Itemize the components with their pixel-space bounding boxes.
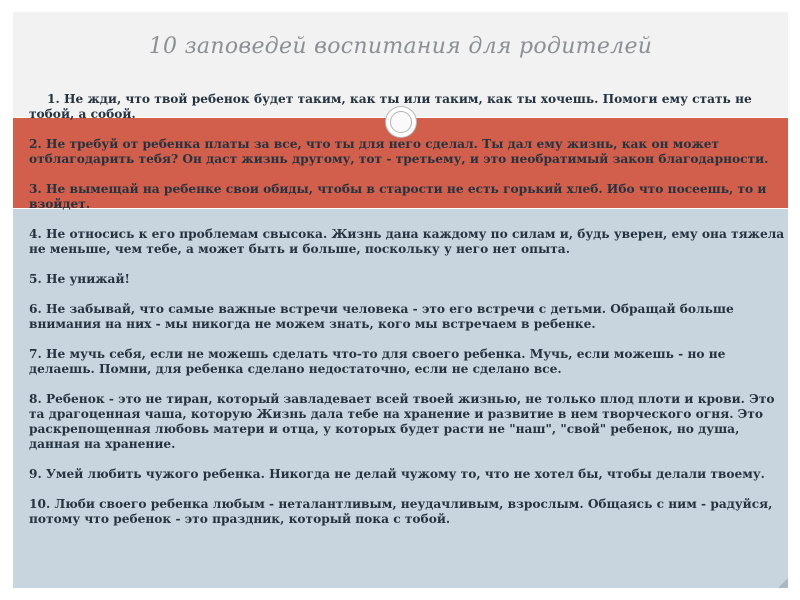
- slide-title: 10 заповедей воспитания для родителей: [148, 34, 653, 59]
- commandment-6: 6. Не забывай, что самые важные встречи человека - это его встречи с детьми. Обращай больше внимания на них - мы никогда не можем знать, кого мы встречаем в ребенке.: [29, 302, 734, 331]
- slide-corner-decoration: [778, 578, 788, 588]
- commandment-8: 8. Ребенок - это не тиран, который завладевает всей твоей жизнью, не только плод плоти и крови. Это та драгоценная чаша, которую Жизнь дала тебе на хранение и развитие в нем творческого огня. Это раскрепощенная любовь матери и отца, у которых будет расти не "наш", "свой" ребенок, но душа, данная на хранение.: [29, 392, 775, 451]
- commandment-9: 9. Умей любить чужого ребенка. Никогда не делай чужому то, что не хотел бы, чтобы делали твоему.: [29, 467, 765, 481]
- commandment-10: 10. Люби своего ребенка любым - неталантливым, неудачливым, взрослым. Общаясь с ним - радуйся, потому что ребенок - это праздник, который пока с тобой.: [29, 497, 773, 526]
- commandment-1: 1. Не жди, что твой ребенок будет таким, как ты или таким, как ты хочешь. Помоги ему стать не тобой, а собой.: [29, 92, 752, 121]
- commandment-4: 4. Не относись к его проблемам свысока. Жизнь дана каждому по силам и, будь уверен, ему она тяжела не меньше, чем тебе, а может быть и больше, поскольку у него нет опыта.: [29, 227, 785, 256]
- commandment-7: 7. Не мучь себя, если не можешь сделать что-то для своего ребенка. Мучь, если можешь - но не делаешь. Помни, для ребенка сделано недостаточно, если не сделано все.: [29, 347, 726, 376]
- commandment-5: 5. Не унижай!: [29, 272, 130, 286]
- commandments-list: [29, 92, 786, 542]
- commandment-2: 2. Не требуй от ребенка платы за все, что ты для него сделал. Ты дал ему жизнь, как он может отблагодарить тебя? Он даст жизнь другому, тот - третьему, и это необратимый закон благодарности.: [29, 137, 769, 166]
- medallion-ornament: [386, 107, 416, 137]
- slide: [13, 12, 788, 588]
- commandment-3: 3. Не вымещай на ребенке свои обиды, чтобы в старости не есть горький хлеб. Ибо что посеешь, то и взойдет.: [29, 182, 767, 211]
